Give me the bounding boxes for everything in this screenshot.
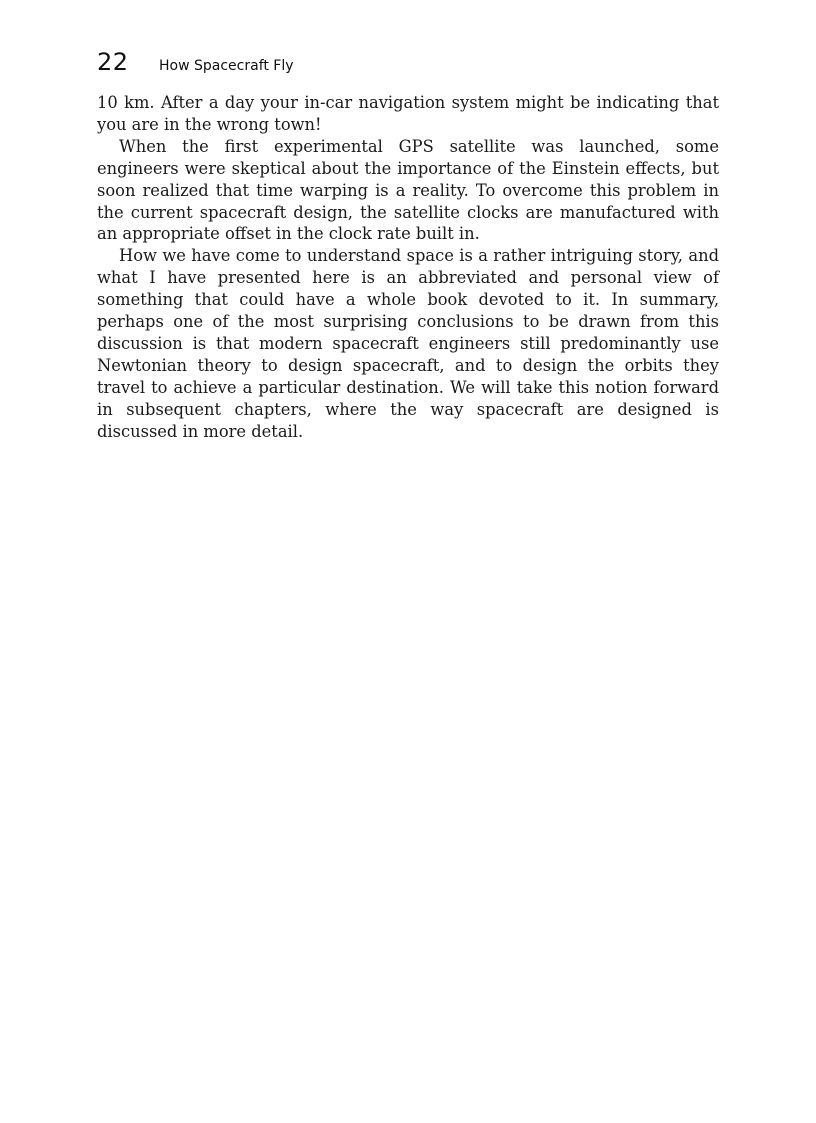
paragraph-continuation: 10 km. After a day your in-car navigation system might be indicating that you are in the wrong town! (97, 93, 719, 134)
book-page (97, 48, 719, 443)
page-number: 22 (97, 48, 129, 76)
paragraph-summary: How we have come to understand space is a rather intriguing story, and what I have presented here is an abbreviated and personal view of something that could have a whole book devoted to it. In summary, perhaps one of the most surprising conclusions to be drawn from this discussion is that modern spacecraft engineers still predominantly use Newtonian theory to design spacecraft, and to design the orbits they travel to achieve a particular destination. We will take this notion forward in subsequent chapters, where the way spacecraft are designed is discussed in more detail. (97, 246, 719, 441)
running-head-title: How Spacecraft Fly (159, 58, 294, 74)
paragraph-gps-satellite: When the first experimental GPS satellite was launched, some engineers were skeptical about the importance of the Einstein effects, but soon realized that time warping is a reality. To overcome this problem in the current spacecraft design, the satellite clocks are manufactured with an appropriate offset in the clock rate built in. (97, 136, 719, 244)
body-text (97, 92, 719, 443)
running-head (97, 48, 719, 82)
